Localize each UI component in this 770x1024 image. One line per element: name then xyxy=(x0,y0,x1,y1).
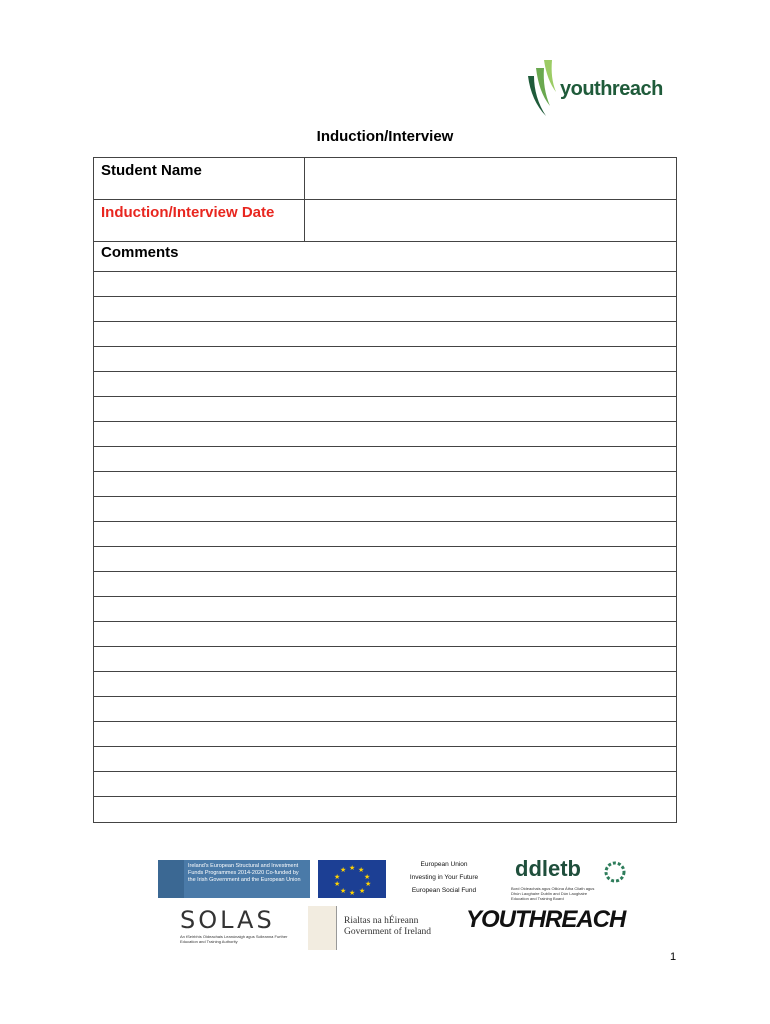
eu-line-2: Investing in Your Future xyxy=(409,874,479,881)
comment-line[interactable] xyxy=(94,572,676,597)
ddletb-logo-text: ddletb xyxy=(515,856,581,881)
solas-logo xyxy=(180,906,300,950)
comment-line[interactable] xyxy=(94,547,676,572)
comment-line[interactable] xyxy=(94,597,676,622)
funding-logos xyxy=(158,856,628,952)
eu-flag-icon: ★ ★ ★ ★ ★ ★ ★ ★ ★ ★ xyxy=(318,860,386,898)
comment-line[interactable] xyxy=(94,322,676,347)
comment-line[interactable] xyxy=(94,447,676,472)
comment-line[interactable] xyxy=(94,622,676,647)
comment-line[interactable] xyxy=(94,397,676,422)
comment-line[interactable] xyxy=(94,797,676,822)
solas-logo-text: SOLAS xyxy=(180,906,275,934)
date-row xyxy=(94,200,676,242)
gov-line-1: Rialtas na hÉireann xyxy=(344,916,419,926)
eu-text xyxy=(394,858,494,900)
gov-line-2: Government of Ireland xyxy=(344,927,432,937)
induction-form xyxy=(93,157,677,823)
student-name-label: Student Name xyxy=(94,158,305,199)
comment-line[interactable] xyxy=(94,497,676,522)
comment-line[interactable] xyxy=(94,472,676,497)
comment-lines xyxy=(94,272,676,822)
solas-subtext: An tSeirbhís Oideachais Leanúnaigh agus Scileanna Further Education and Training Authority xyxy=(180,934,288,944)
ddletb-subtext: Bord Oideachais agus Oiliúna Átha Cliath agus Dhún Laoghaire Dublin and Dún Laoghaire Education and Training Board xyxy=(511,886,595,901)
ddletb-logo xyxy=(503,856,628,900)
student-name-field[interactable] xyxy=(305,158,676,199)
comment-line[interactable] xyxy=(94,772,676,797)
government-of-ireland-logo xyxy=(308,906,456,950)
comment-line[interactable] xyxy=(94,722,676,747)
esif-logo xyxy=(158,860,310,898)
page-number: 1 xyxy=(670,951,677,963)
comment-line[interactable] xyxy=(94,672,676,697)
comment-line[interactable] xyxy=(94,372,676,397)
comment-line[interactable] xyxy=(94,422,676,447)
youthreach-logo xyxy=(520,56,670,118)
comment-line[interactable] xyxy=(94,697,676,722)
comment-line[interactable] xyxy=(94,347,676,372)
comment-line[interactable] xyxy=(94,522,676,547)
page-title: Induction/Interview xyxy=(316,128,454,145)
esif-text: Ireland's European Structural and Investment Funds Programmes 2014-2020 Co-funded by the Irish Government and the European Union xyxy=(188,863,301,883)
interview-date-label: Induction/Interview Date xyxy=(94,200,305,241)
eu-line-3: European Social Fund xyxy=(411,887,477,894)
harp-icon xyxy=(158,860,184,898)
eu-line-1: European Union xyxy=(420,861,468,868)
comment-line[interactable] xyxy=(94,272,676,297)
comment-line[interactable] xyxy=(94,747,676,772)
leaf-icon xyxy=(520,56,560,118)
interview-date-field[interactable] xyxy=(305,200,676,241)
youthreach-wordmark: YOUTHREACH xyxy=(466,906,626,933)
comments-label: Comments xyxy=(94,242,676,272)
student-name-row xyxy=(94,158,676,200)
harp-icon xyxy=(308,906,337,950)
youthreach-logo-text: youthreach xyxy=(560,78,663,100)
ddletb-swirl-icon xyxy=(603,858,627,886)
comment-line[interactable] xyxy=(94,297,676,322)
comment-line[interactable] xyxy=(94,647,676,672)
